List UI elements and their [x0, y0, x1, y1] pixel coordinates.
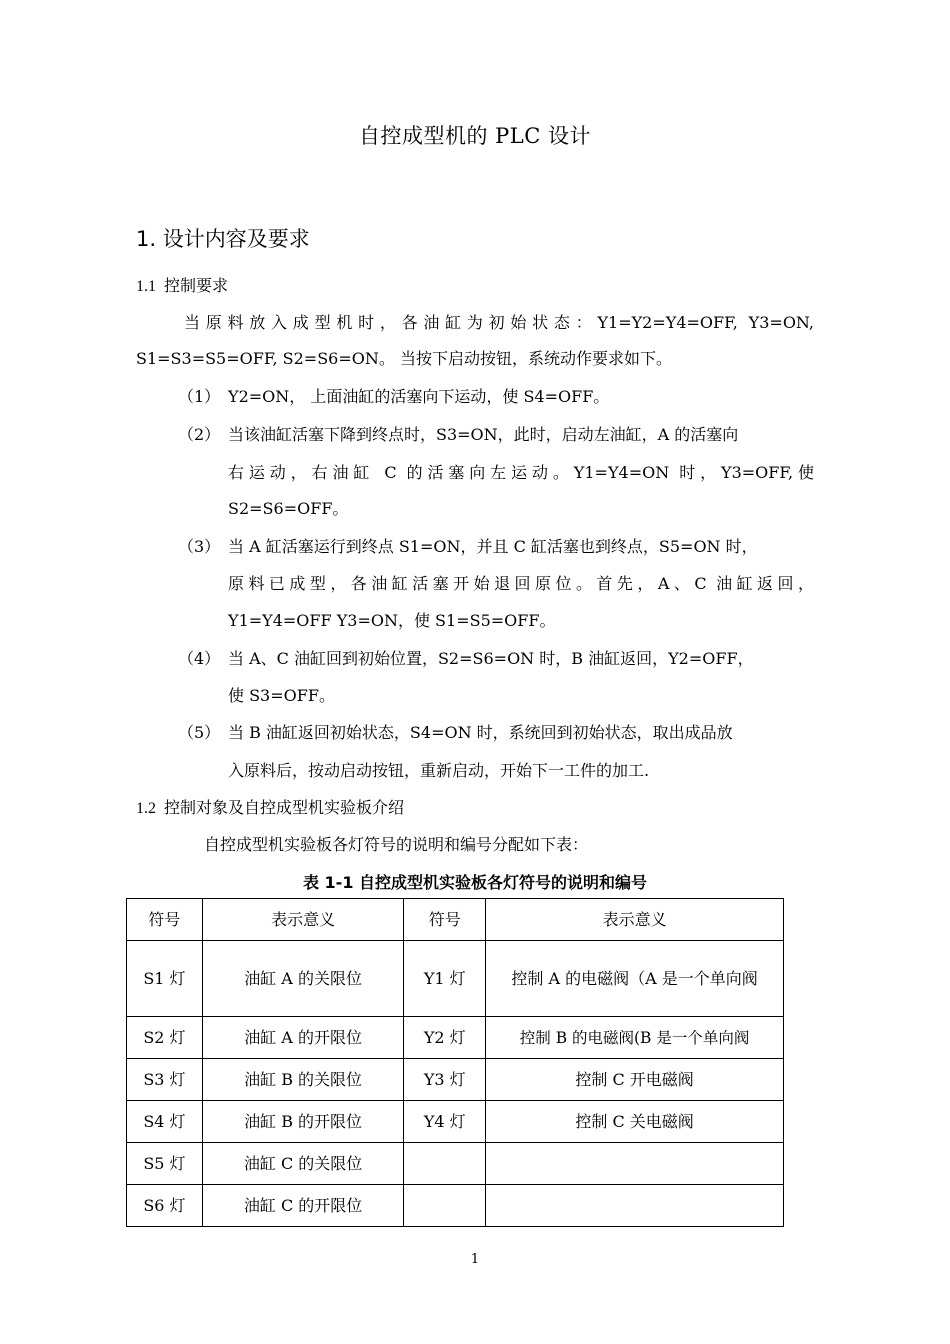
- table-row: [127, 1059, 784, 1101]
- table-row: [127, 1143, 784, 1185]
- table-cell: S6 灯: [127, 1185, 203, 1227]
- table-cell: Y4 灯: [404, 1101, 486, 1143]
- table-header-cell: 表示意义: [202, 899, 403, 941]
- list-item-number: （4）: [178, 649, 221, 668]
- section-number: 1.1: [136, 278, 156, 295]
- table-cell: Y3 灯: [404, 1059, 486, 1101]
- table-cell: Y2 灯: [404, 1017, 486, 1059]
- table-cell: 油缸 B 的关限位: [202, 1059, 403, 1101]
- table-cell: [486, 1143, 784, 1185]
- table-cell: 油缸 A 的开限位: [202, 1017, 403, 1059]
- table-caption: 表 1-1 自控成型机实验板各灯符号的说明和编号: [302, 873, 648, 892]
- list-item-text: 原料已成型，各油缸活塞开始退回原位。首先，A、C 油缸返回，: [228, 574, 814, 593]
- table-row: [127, 1101, 784, 1143]
- list-item-number: （2）: [178, 425, 221, 444]
- table-cell: 控制 C 关电磁阀: [486, 1101, 784, 1143]
- list-item-text: 当 B 油缸返回初始状态，S4=ON 时，系统回到初始状态，取出成品放: [228, 723, 733, 742]
- table-header-cell: 符号: [127, 899, 203, 941]
- list-item-text: 右运动，右油缸 C 的活塞向左运动。Y1=Y4=ON 时，Y3=OFF,使: [228, 463, 814, 482]
- table-intro-paragraph: 自控成型机实验板各灯符号的说明和编号分配如下表：: [204, 835, 589, 854]
- list-item-text: 当该油缸活塞下降到终点时，S3=ON，此时，启动左油缸，A 的活塞向: [228, 425, 739, 444]
- table-row: [127, 1185, 784, 1227]
- table-cell: 油缸 C 的关限位: [202, 1143, 403, 1185]
- table-cell: 油缸 A 的关限位: [202, 941, 403, 1017]
- section-number: 1.2: [136, 800, 156, 817]
- list-item-text: 当 A 缸活塞运行到终点 S1=ON，并且 C 缸活塞也到终点，S5=ON 时，: [228, 537, 758, 556]
- intro-paragraph-line-1: 当原料放入成型机时，各油缸为初始状态：Y1=Y2=Y4=OFF, Y3=ON,: [184, 313, 814, 332]
- table-header-cell: 表示意义: [486, 899, 784, 941]
- list-item-text: Y2=ON， 上面油缸的活塞向下运动，使 S4=OFF。: [228, 387, 610, 406]
- table-cell: [486, 1185, 784, 1227]
- table-cell: 油缸 C 的开限位: [202, 1185, 403, 1227]
- table-cell: S5 灯: [127, 1143, 203, 1185]
- list-item-text: 入原料后，按动启动按钮，重新启动，开始下一工件的加工.: [228, 761, 650, 780]
- table-header-row: [127, 899, 784, 941]
- table-cell: 油缸 B 的开限位: [202, 1101, 403, 1143]
- table-cell: S2 灯: [127, 1017, 203, 1059]
- lamp-symbol-table: [126, 898, 784, 1227]
- table-row: [127, 941, 784, 1017]
- section-heading-1-2: [136, 795, 404, 818]
- table-row: [127, 1017, 784, 1059]
- document-title: 自控成型机的 PLC 设计: [359, 124, 591, 148]
- table-cell: Y1 灯: [404, 941, 486, 1017]
- table-cell: S1 灯: [127, 941, 203, 1017]
- table-cell: [404, 1143, 486, 1185]
- table-cell: 控制 C 开电磁阀: [486, 1059, 784, 1101]
- section-heading-1-1: [136, 273, 228, 296]
- table-cell: [404, 1185, 486, 1227]
- table-cell: 控制 A 的电磁阀（A 是一个单向阀: [486, 941, 784, 1017]
- table-header-cell: 符号: [404, 899, 486, 941]
- page-number: 1: [470, 1252, 480, 1267]
- table-cell: 控制 B 的电磁阀(B 是一个单向阀: [486, 1017, 784, 1059]
- table-cell: S3 灯: [127, 1059, 203, 1101]
- section-title: 控制要求: [164, 276, 229, 295]
- list-item-number: （3）: [178, 537, 221, 556]
- list-item-text: Y1=Y4=OFF Y3=ON，使 S1=S5=OFF。: [228, 611, 556, 630]
- list-item-number: （5）: [178, 723, 221, 742]
- section-title: 控制对象及自控成型机实验板介绍: [164, 798, 405, 817]
- list-item-number: （1）: [178, 387, 221, 406]
- list-item-text: 使 S3=OFF。: [228, 686, 335, 705]
- intro-paragraph-line-2: S1=S3=S5=OFF, S2=S6=ON。 当按下启动按钮，系统动作要求如下。: [136, 349, 672, 368]
- section-heading-1: 1. 设计内容及要求: [136, 227, 310, 251]
- list-item-text: S2=S6=OFF。: [228, 499, 349, 518]
- list-item-text: 当 A、C 油缸回到初始位置，S2=S6=ON 时，B 油缸返回，Y2=OFF，: [228, 649, 754, 668]
- table-cell: S4 灯: [127, 1101, 203, 1143]
